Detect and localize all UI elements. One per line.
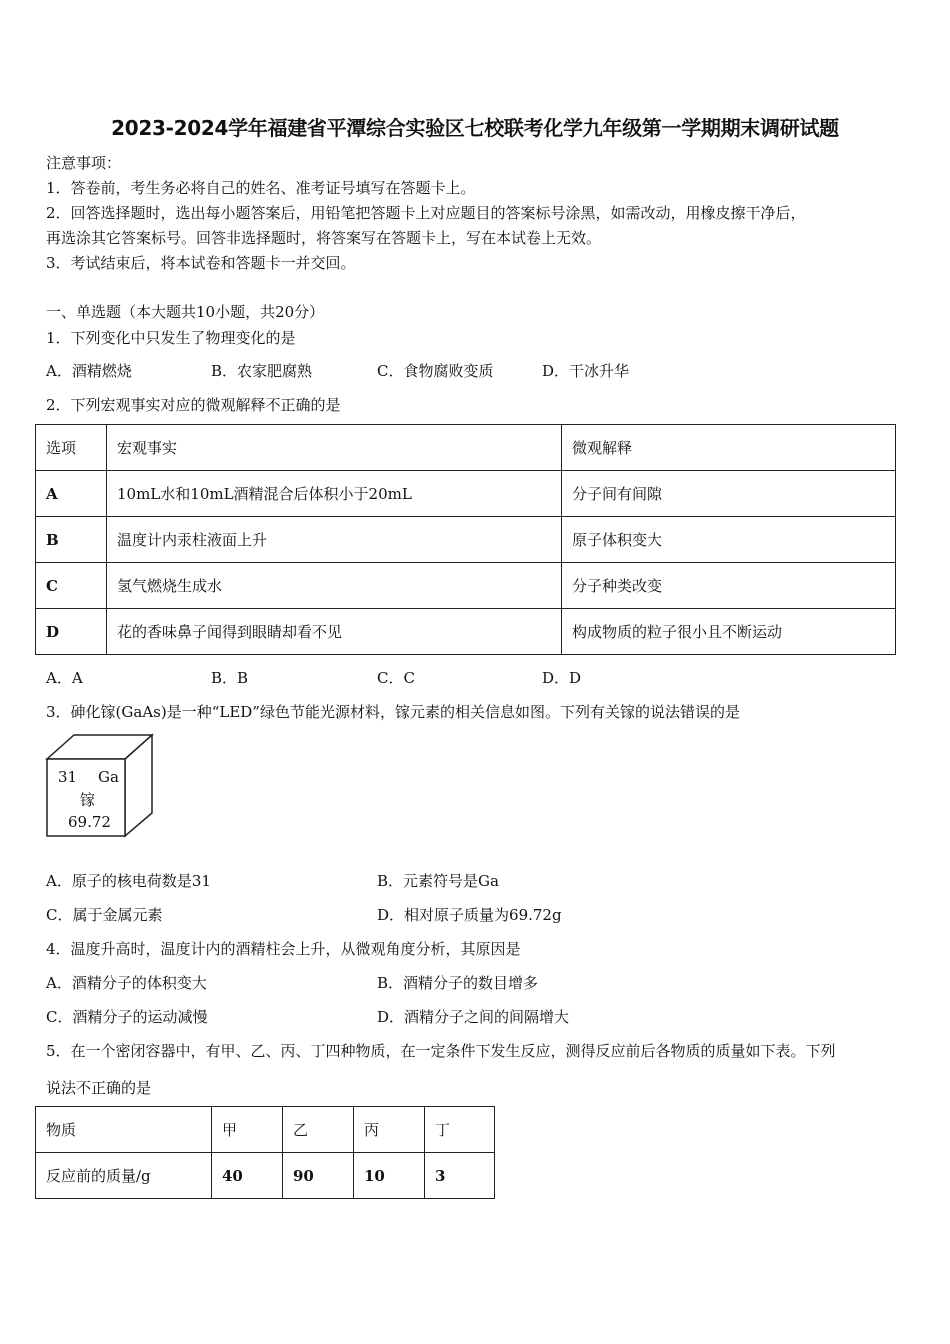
q2-option-b: B．B (211, 669, 249, 687)
table-cell: 花的香味鼻子闻得到眼睛却看不见 (107, 609, 562, 655)
table-header-cell: 微观解释 (562, 425, 896, 471)
table-cell: 原子体积变大 (562, 517, 896, 563)
table-header-cell: 丙 (354, 1107, 425, 1153)
question-2-stem: 2．下列宏观事实对应的微观解释不正确的是 (46, 396, 341, 414)
q4-option-d: D．酒精分子之间的间隔增大 (377, 1008, 570, 1026)
element-atomic-number: 31 (58, 768, 78, 786)
question-5-stem: 5．在一个密闭容器中，有甲、乙、丙、丁四种物质，在一定条件下发生反应，测得反应前后各物质的质量如下表。下列 (46, 1042, 836, 1060)
table-cell: 分子间有间隙 (562, 471, 896, 517)
table-cell: D (36, 609, 107, 655)
q2-option-a: A．A (46, 669, 83, 687)
table-cell: 90 (283, 1153, 354, 1199)
element-atomic-mass: 69.72 (68, 813, 111, 831)
q3-option-b: B．元素符号是Ga (377, 872, 499, 890)
section-heading: 一、单选题（本大题共10小题，共20分） (46, 303, 325, 321)
notice-item: 再选涂其它答案标号。回答非选择题时，将答案写在答题卡上，写在本试卷上无效。 (46, 229, 602, 247)
question-1-stem: 1．下列变化中只发生了物理变化的是 (46, 329, 296, 347)
table-cell: A (36, 471, 107, 517)
table-header-cell: 宏观事实 (107, 425, 562, 471)
table-header-cell: 选项 (36, 425, 107, 471)
q1-option-c: C．食物腐败变质 (377, 362, 494, 380)
table-cell: 反应前的质量/g (36, 1153, 212, 1199)
table-cell: C (36, 563, 107, 609)
table-cell: 氢气燃烧生成水 (107, 563, 562, 609)
q4-option-a: A．酒精分子的体积变大 (46, 974, 207, 992)
table-row (36, 1107, 495, 1153)
table-header-cell: 甲 (212, 1107, 283, 1153)
notice-item: 1．答卷前，考生务必将自己的姓名、准考证号填写在答题卡上。 (46, 179, 476, 197)
q2-table (35, 424, 896, 655)
table-header-cell: 乙 (283, 1107, 354, 1153)
table-cell: B (36, 517, 107, 563)
question-4-stem: 4．温度升高时，温度计内的酒精柱会上升，从微观角度分析，其原因是 (46, 940, 521, 958)
table-row (36, 425, 896, 471)
table-cell: 40 (212, 1153, 283, 1199)
q1-option-a: A．酒精燃烧 (46, 362, 132, 380)
table-cell: 分子种类改变 (562, 563, 896, 609)
q2-option-c: C．C (377, 669, 415, 687)
q4-option-b: B．酒精分子的数目增多 (377, 974, 539, 992)
page-title: 2023-2024学年福建省平潭综合实验区七校联考化学九年级第一学期期末调研试题 (111, 116, 839, 140)
table-row (36, 517, 896, 563)
table-cell: 构成物质的粒子很小且不断运动 (562, 609, 896, 655)
table-cell: 10mL水和10mL酒精混合后体积小于20mL (107, 471, 562, 517)
q3-option-a: A．原子的核电荷数是31 (46, 872, 211, 890)
table-row (36, 1153, 495, 1199)
notice-heading: 注意事项： (46, 154, 122, 172)
table-header-cell: 物质 (36, 1107, 212, 1153)
question-3-stem: 3．砷化镓(GaAs)是一种“LED”绿色节能光源材料，镓元素的相关信息如图。下列有关镓的说法错误的是 (46, 703, 740, 721)
q3-option-d: D．相对原子质量为69.72g (377, 906, 562, 924)
element-cell-diagram (44, 733, 156, 839)
q1-option-b: B．农家肥腐熟 (211, 362, 313, 380)
table-row (36, 563, 896, 609)
table-cell: 温度计内汞柱液面上升 (107, 517, 562, 563)
q4-option-c: C．酒精分子的运动减慢 (46, 1008, 208, 1026)
element-name: 镓 (80, 791, 96, 809)
table-cell: 10 (354, 1153, 425, 1199)
q3-option-c: C．属于金属元素 (46, 906, 163, 924)
element-symbol: Ga (98, 768, 119, 786)
table-row (36, 609, 896, 655)
q1-option-d: D．干冰升华 (542, 362, 630, 380)
q2-option-d: D．D (542, 669, 582, 687)
notice-item: 3．考试结束后，将本试卷和答题卡一并交回。 (46, 254, 356, 272)
table-header-cell: 丁 (425, 1107, 495, 1153)
table-row (36, 471, 896, 517)
q5-table (35, 1106, 495, 1199)
table-cell: 3 (425, 1153, 495, 1199)
question-5-stem-cont: 说法不正确的是 (46, 1079, 152, 1097)
notice-item: 2．回答选择题时，选出每小题答案后，用铅笔把答题卡上对应题目的答案标号涂黑，如需改动，用橡皮擦干净后， (46, 204, 806, 222)
